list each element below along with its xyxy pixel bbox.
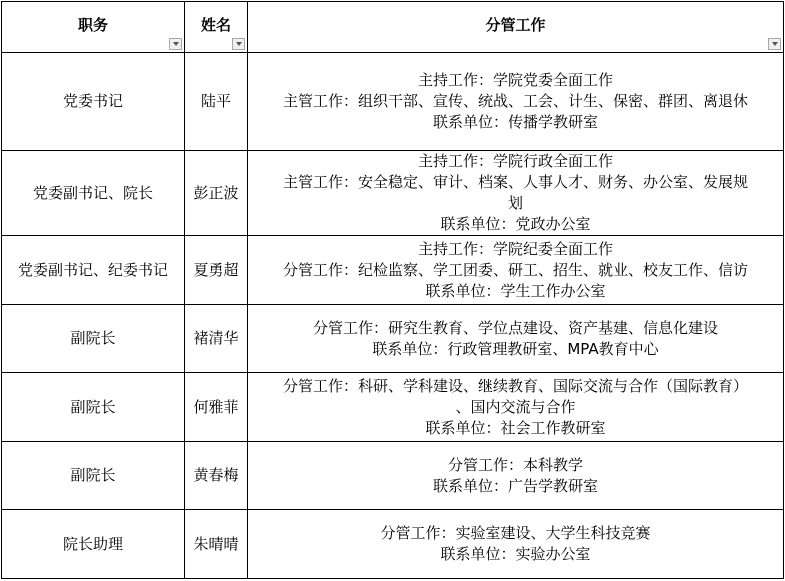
- leadership-duties-table: [1, 1, 784, 579]
- duty-line: 分管工作：实验室建设、大学生科技竞赛: [380, 524, 651, 542]
- position-cell[interactable]: 党委书记: [2, 53, 185, 151]
- header-position: [2, 2, 185, 53]
- header-name: [185, 2, 248, 53]
- name-cell[interactable]: 何雅菲: [185, 373, 248, 442]
- header-duties: [248, 2, 784, 53]
- header-duties-label: 分管工作: [485, 15, 546, 34]
- duty-line: 联系单位：社会工作教研室: [425, 418, 606, 437]
- table-row: [2, 373, 784, 442]
- filter-dropdown-icon[interactable]: [169, 38, 182, 50]
- duties-cell[interactable]: [248, 53, 784, 151]
- duty-line: 主持工作：学院纪委全面工作: [417, 239, 613, 258]
- table-row: [2, 53, 784, 151]
- duty-line: 主持工作：学院党委全面工作: [417, 71, 613, 89]
- duty-line: 、国内交流与合作: [455, 397, 576, 416]
- name-cell[interactable]: 褚清华: [185, 305, 248, 373]
- duty-line: 分管工作：本科教学: [447, 455, 583, 474]
- duties-cell[interactable]: [248, 236, 784, 305]
- duty-line: 分管工作：科研、学科建设、继续教育、国际交流与合作（国际教育）: [282, 376, 748, 395]
- position-cell[interactable]: 党委副书记、院长: [2, 151, 185, 236]
- duty-line: 划: [507, 194, 523, 212]
- duty-line: 联系单位：实验办公室: [440, 545, 591, 563]
- duties-cell[interactable]: [248, 151, 784, 236]
- table-row: [2, 305, 784, 373]
- header-row: [2, 2, 784, 53]
- header-position-label: 职务: [77, 15, 108, 34]
- position-cell[interactable]: 副院长: [2, 373, 185, 442]
- duties-cell[interactable]: [248, 305, 784, 373]
- duty-line: 联系单位：广告学教研室: [432, 476, 598, 495]
- duties-cell[interactable]: [248, 373, 784, 442]
- duties-cell[interactable]: [248, 510, 784, 579]
- header-name-label: 姓名: [200, 15, 231, 34]
- filter-dropdown-icon[interactable]: [768, 38, 781, 50]
- name-cell[interactable]: 夏勇超: [185, 236, 248, 305]
- duty-line: 联系单位：传播学教研室: [432, 113, 598, 131]
- table-row: [2, 442, 784, 510]
- duty-line: 联系单位：行政管理教研室、MPA教育中心: [372, 339, 659, 358]
- duty-line: 主管工作：安全稳定、审计、档案、人事人才、财务、办公室、发展规: [282, 173, 748, 191]
- position-cell[interactable]: 党委副书记、纪委书记: [2, 236, 185, 305]
- duty-line: 分管工作：研究生教育、学位点建设、资产基建、信息化建设: [312, 318, 718, 337]
- name-cell[interactable]: 黄春梅: [185, 442, 248, 510]
- duties-cell[interactable]: [248, 442, 784, 510]
- duty-line: 联系单位：党政办公室: [440, 215, 591, 233]
- duty-line: 主持工作：学院行政全面工作: [417, 152, 613, 170]
- name-cell[interactable]: 朱晴晴: [185, 510, 248, 579]
- name-cell[interactable]: 彭正波: [185, 151, 248, 236]
- duty-line: 主管工作：组织干部、宣传、统战、工会、计生、保密、群团、离退休: [282, 92, 748, 110]
- name-cell[interactable]: 陆平: [185, 53, 248, 151]
- duty-line: 联系单位：学生工作办公室: [425, 281, 606, 300]
- filter-dropdown-icon[interactable]: [232, 38, 245, 50]
- table-row: [2, 510, 784, 579]
- duty-line: 分管工作：纪检监察、学工团委、研工、招生、就业、校友工作、信访: [282, 260, 748, 279]
- position-cell[interactable]: 院长助理: [2, 510, 185, 579]
- table-row: [2, 151, 784, 236]
- table-row: [2, 236, 784, 305]
- position-cell[interactable]: 副院长: [2, 305, 185, 373]
- position-cell[interactable]: 副院长: [2, 442, 185, 510]
